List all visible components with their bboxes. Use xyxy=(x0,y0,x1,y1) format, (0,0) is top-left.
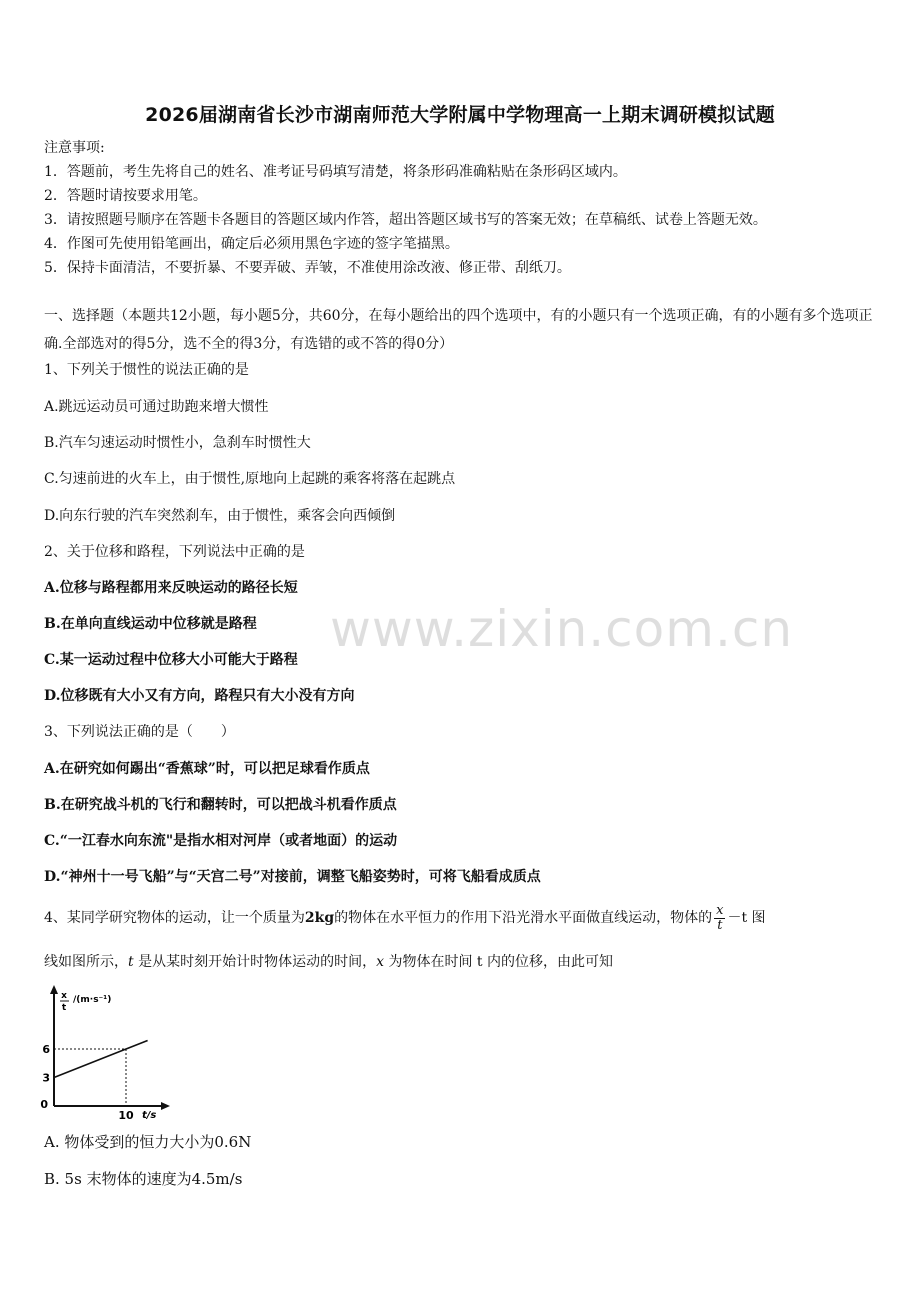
q1-option-d: D.向东行驶的汽车突然刹车，由于惯性，乘客会向西倾倒 xyxy=(44,508,396,524)
section-heading: 一、选择题（本题共12小题，每小题5分，共60分，在每小题给出的四个选项中，有的小题只有一个选项正确，有的小题有多个选项正确.全部选对的得5分，选不全的得3分，有选错的或不答的得0分） xyxy=(44,308,873,352)
q2-option-b: B.在单向直线运动中位移就是路程 xyxy=(44,616,257,632)
notice-heading: 注意事项: xyxy=(44,140,105,156)
q1-option-a: A.跳远运动员可通过助跑来增大惯性 xyxy=(44,399,269,415)
origin-label: 0 xyxy=(40,1098,48,1111)
notice-item-2: 2．答题时请按要求用笔。 xyxy=(44,188,207,204)
q3-option-b: B.在研究战斗机的飞行和翻转时，可以把战斗机看作质点 xyxy=(44,797,397,813)
q4-t-variable: t xyxy=(128,954,134,970)
q4-stem-line2 xyxy=(44,952,613,972)
y-tick-label-3: 3 xyxy=(42,1071,50,1085)
q3-option-c: C.“一江春水向东流"是指水相对河岸（或者地面）的运动 xyxy=(44,833,398,849)
x-axis-arrow xyxy=(161,1102,170,1110)
q1-option-c: C.匀速前进的火车上，由于惯性,原地向上起跳的乘客将落在起跳点 xyxy=(44,471,456,487)
q4-mass: 2kg xyxy=(304,910,335,926)
x-tick-label-10: 10 xyxy=(118,1109,134,1122)
notice-item-1: 1．答题前，考生先将自己的姓名、准考证号码填写清楚，将条形码准确粘贴在条形码区域内。 xyxy=(44,164,627,180)
q4-fraction xyxy=(714,904,725,933)
y-label-den: t xyxy=(61,1003,67,1013)
q4-option-a: A. 物体受到的恒力大小为0.6N xyxy=(44,1133,252,1151)
y-tick-label-6: 6 xyxy=(42,1043,50,1056)
notice-item-4: 4．作图可先使用铅笔画出，确定后必须用黑色字迹的签字笔描黑。 xyxy=(44,236,459,252)
q4-option-b: B. 5s 末物体的速度为4.5m/s xyxy=(44,1170,243,1188)
watermark: www.zixin.com.cn xyxy=(330,600,794,658)
q4-fraction-den: t xyxy=(717,917,723,933)
q2-option-a: A.位移与路程都用来反映运动的路径长短 xyxy=(44,580,298,596)
notice-item-5: 5．保持卡面清洁，不要折暴、不要弄破、弄皱，不准使用涂改液、修正带、刮纸刀。 xyxy=(44,260,571,276)
q1-option-b: B.汽车匀速运动时惯性小，急刹车时惯性大 xyxy=(44,435,311,451)
x-axis-label: t/s xyxy=(142,1110,157,1121)
page-title: 2026届湖南省长沙市湖南师范大学附属中学物理高一上期末调研模拟试题 xyxy=(145,104,775,126)
q4-stem-text-1: 4、某同学研究物体的运动，让一个质量为 xyxy=(44,910,305,926)
q2-option-c: C.某一运动过程中位移大小可能大于路程 xyxy=(44,652,298,668)
notice-item-3: 3．请按照题号顺序在答题卡各题目的答题区域内作答，超出答题区域书写的答案无效；在草稿纸、试卷上答题无效。 xyxy=(44,212,767,228)
q4-stem-text-3: －t 图 xyxy=(727,910,766,926)
q3-option-d: D.“神州十一号飞船”与“天宫二号”对接前，调整飞船姿势时，可将飞船看成质点 xyxy=(44,869,541,885)
q4-line2-text-2: 是从某时刻开始计时物体运动的时间， xyxy=(133,954,377,970)
q2-option-d: D.位移既有大小又有方向，路程只有大小没有方向 xyxy=(44,688,355,704)
q1-stem: 1、下列关于惯性的说法正确的是 xyxy=(44,362,249,378)
q4-fraction-num: x xyxy=(716,902,724,918)
y-axis-arrow xyxy=(50,985,58,994)
q4-x-variable: x xyxy=(376,954,384,970)
q3-option-a: A.在研究如何踢出“香蕉球”时，可以把足球看作质点 xyxy=(44,761,370,777)
q4-stem-text-2: 的物体在水平恒力的作用下沿光滑水平面做直线运动，物体的 xyxy=(334,910,713,926)
y-label-num: x xyxy=(61,991,67,1001)
q2-stem: 2、关于位移和路程，下列说法中正确的是 xyxy=(44,544,305,560)
q4-line2-text-3: 为物体在时间 t 内的位移，由此可知 xyxy=(384,954,613,970)
xt-t-graph xyxy=(36,982,176,1122)
q4-stem-line1 xyxy=(44,901,766,935)
series-line xyxy=(54,1040,148,1077)
q4-line2-text-1: 线如图所示， xyxy=(44,954,128,970)
q3-stem: 3、下列说法正确的是（ ） xyxy=(44,724,235,740)
y-label-unit: /(m·s⁻¹) xyxy=(73,995,112,1005)
